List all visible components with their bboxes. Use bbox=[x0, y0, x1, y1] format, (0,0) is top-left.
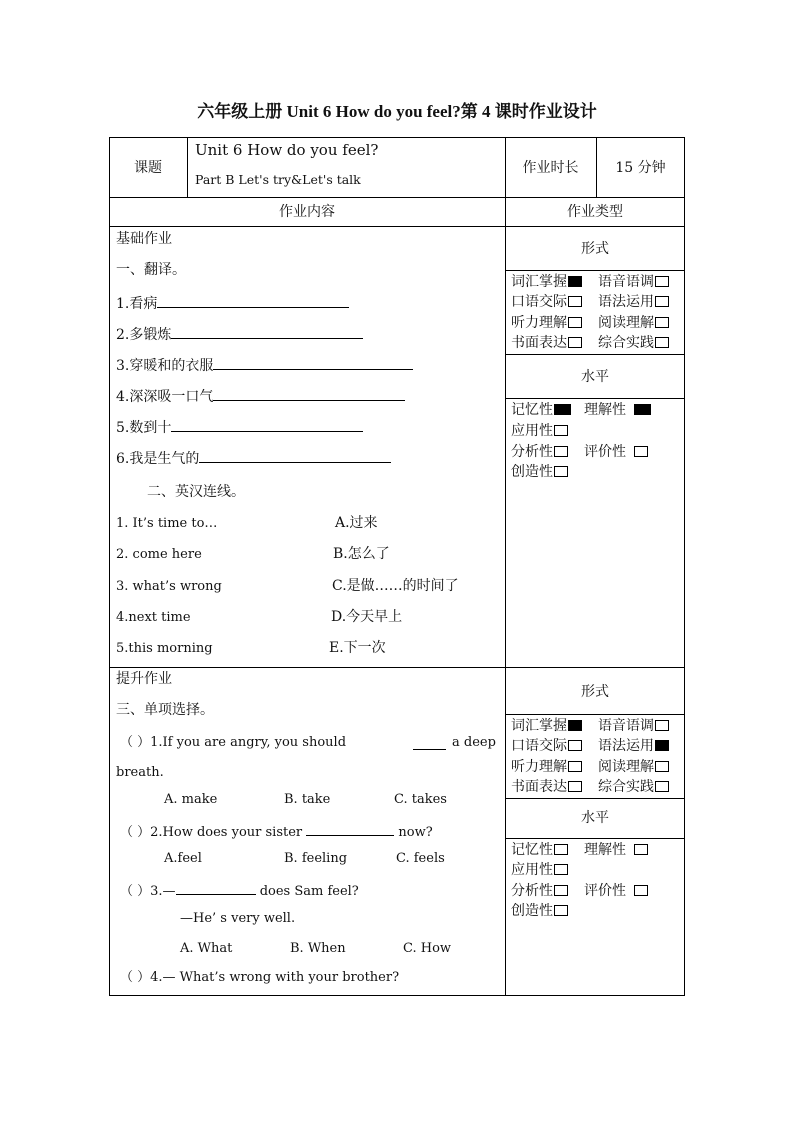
question-1-end: a deep bbox=[452, 735, 496, 750]
checkbox-filled-icon bbox=[568, 720, 582, 731]
checkbox-filled-icon bbox=[568, 276, 582, 287]
checkbox-filled-icon bbox=[634, 404, 651, 415]
match-right-item: C.是做……的时间了 bbox=[332, 578, 459, 594]
type-item: 综合实践 bbox=[598, 335, 669, 351]
checkbox-empty-icon bbox=[655, 337, 669, 348]
type-item: 语法运用 bbox=[598, 738, 669, 754]
checkbox-empty-icon bbox=[568, 296, 582, 307]
checkbox-empty-icon bbox=[554, 425, 568, 436]
form-label: 形式 bbox=[581, 241, 609, 257]
checkbox-empty-icon bbox=[568, 317, 582, 328]
checkbox-empty-icon bbox=[568, 781, 582, 792]
option: A.feel bbox=[164, 851, 202, 866]
duration-label: 作业时长 bbox=[522, 160, 579, 176]
translation-item: 5.数到十 bbox=[116, 417, 363, 436]
checkbox-empty-icon bbox=[655, 781, 669, 792]
option: B. feeling bbox=[284, 851, 348, 866]
level-item: 应用性 bbox=[511, 862, 568, 878]
match-right-item: A.过来 bbox=[335, 515, 378, 531]
match-left-item: 5.this morning bbox=[116, 641, 213, 656]
level-item: 创造性 bbox=[511, 464, 568, 480]
checkbox-filled-icon bbox=[554, 404, 571, 415]
type-item: 听力理解 bbox=[511, 315, 582, 331]
type-header: 作业类型 bbox=[567, 204, 623, 220]
level-item: 应用性 bbox=[511, 423, 568, 439]
type-item: 阅读理解 bbox=[598, 315, 669, 331]
type-item: 语音语调 bbox=[598, 274, 669, 290]
level-item: 分析性 bbox=[511, 883, 568, 899]
checkbox-empty-icon bbox=[554, 885, 568, 896]
level-item: 理解性 bbox=[584, 402, 651, 418]
type-item: 词汇掌握 bbox=[511, 718, 582, 734]
checkbox-empty-icon bbox=[568, 761, 582, 772]
type-item: 书面表达 bbox=[511, 335, 582, 351]
checkbox-empty-icon bbox=[554, 864, 568, 875]
level-item: 分析性 bbox=[511, 444, 568, 460]
checkbox-empty-icon bbox=[554, 446, 568, 457]
question-1-cont: breath. bbox=[116, 765, 164, 780]
form-label: 形式 bbox=[581, 684, 609, 700]
type-item: 语音语调 bbox=[598, 718, 669, 734]
homework-table bbox=[109, 137, 685, 996]
type-item: 口语交际 bbox=[511, 738, 582, 754]
type-item: 综合实践 bbox=[598, 779, 669, 795]
checkbox-empty-icon bbox=[554, 905, 568, 916]
level-item: 评价性 bbox=[584, 883, 648, 899]
advanced-heading: 提升作业 bbox=[116, 671, 172, 687]
checkbox-empty-icon bbox=[655, 296, 669, 307]
type-item: 语法运用 bbox=[598, 294, 669, 310]
level-item: 创造性 bbox=[511, 903, 568, 919]
level-item: 记忆性 bbox=[511, 402, 571, 418]
question-3-reply: —He’ s very well. bbox=[180, 911, 296, 926]
content-header: 作业内容 bbox=[279, 204, 335, 220]
question-3: （ ）3.— does Sam feel? bbox=[120, 880, 359, 900]
level-label: 水平 bbox=[581, 810, 609, 826]
unit-title: Unit 6 How do you feel? bbox=[195, 141, 379, 159]
match-right-item: E.下一次 bbox=[329, 640, 386, 656]
topic-label: 课题 bbox=[134, 160, 162, 176]
checkbox-empty-icon bbox=[634, 885, 648, 896]
duration-value: 15 分钟 bbox=[615, 160, 666, 176]
type-item: 阅读理解 bbox=[598, 759, 669, 775]
basic-heading: 基础作业 bbox=[116, 231, 172, 247]
option: C. How bbox=[403, 941, 452, 956]
section2-title: 二、英汉连线。 bbox=[147, 484, 245, 500]
match-left-item: 1. It’s time to… bbox=[116, 516, 218, 531]
checkbox-empty-icon bbox=[655, 761, 669, 772]
checkbox-empty-icon bbox=[554, 844, 568, 855]
checkbox-empty-icon bbox=[655, 317, 669, 328]
type-item: 口语交际 bbox=[511, 294, 582, 310]
question-1: （ ）1.If you are angry, you should bbox=[120, 735, 347, 750]
question-2: （ ）2.How does your sister now? bbox=[120, 821, 433, 841]
match-left-item: 3. what’s wrong bbox=[116, 579, 222, 594]
checkbox-empty-icon bbox=[634, 844, 648, 855]
level-item: 记忆性 bbox=[511, 842, 568, 858]
level-item: 评价性 bbox=[584, 444, 648, 460]
section1-title: 一、翻译。 bbox=[116, 262, 186, 278]
part-title: Part B Let's try&Let's talk bbox=[195, 172, 361, 187]
translation-item: 2.多锻炼 bbox=[116, 324, 363, 343]
type-item: 听力理解 bbox=[511, 759, 582, 775]
checkbox-empty-icon bbox=[655, 720, 669, 731]
checkbox-empty-icon bbox=[554, 466, 568, 477]
option: C. feels bbox=[396, 851, 445, 866]
option: B. take bbox=[284, 792, 331, 807]
question-4: （ ）4.— What’s wrong with your brother? bbox=[120, 970, 400, 985]
option: A. make bbox=[164, 792, 218, 807]
match-left-item: 2. come here bbox=[116, 547, 202, 562]
translation-item: 1.看病 bbox=[116, 293, 349, 312]
option: C. takes bbox=[394, 792, 447, 807]
type-item: 书面表达 bbox=[511, 779, 582, 795]
option: B. When bbox=[290, 941, 346, 956]
translation-item: 3.穿暖和的衣服 bbox=[116, 355, 413, 374]
match-left-item: 4.next time bbox=[116, 610, 191, 625]
option: A. What bbox=[180, 941, 233, 956]
type-item: 词汇掌握 bbox=[511, 274, 582, 290]
checkbox-empty-icon bbox=[568, 740, 582, 751]
checkbox-empty-icon bbox=[634, 446, 648, 457]
level-item: 理解性 bbox=[584, 842, 648, 858]
checkbox-filled-icon bbox=[655, 740, 669, 751]
match-right-item: D.今天早上 bbox=[331, 609, 403, 625]
page-title: 六年级上册 Unit 6 How do you feel?第 4 课时作业设计 bbox=[197, 102, 597, 121]
translation-item: 6.我是生气的 bbox=[116, 448, 391, 467]
checkbox-empty-icon bbox=[568, 337, 582, 348]
translation-item: 4.深深吸一口气 bbox=[116, 386, 405, 405]
match-right-item: B.怎么了 bbox=[333, 546, 390, 562]
section3-title: 三、单项选择。 bbox=[116, 702, 214, 718]
checkbox-empty-icon bbox=[655, 276, 669, 287]
level-label: 水平 bbox=[581, 369, 609, 385]
